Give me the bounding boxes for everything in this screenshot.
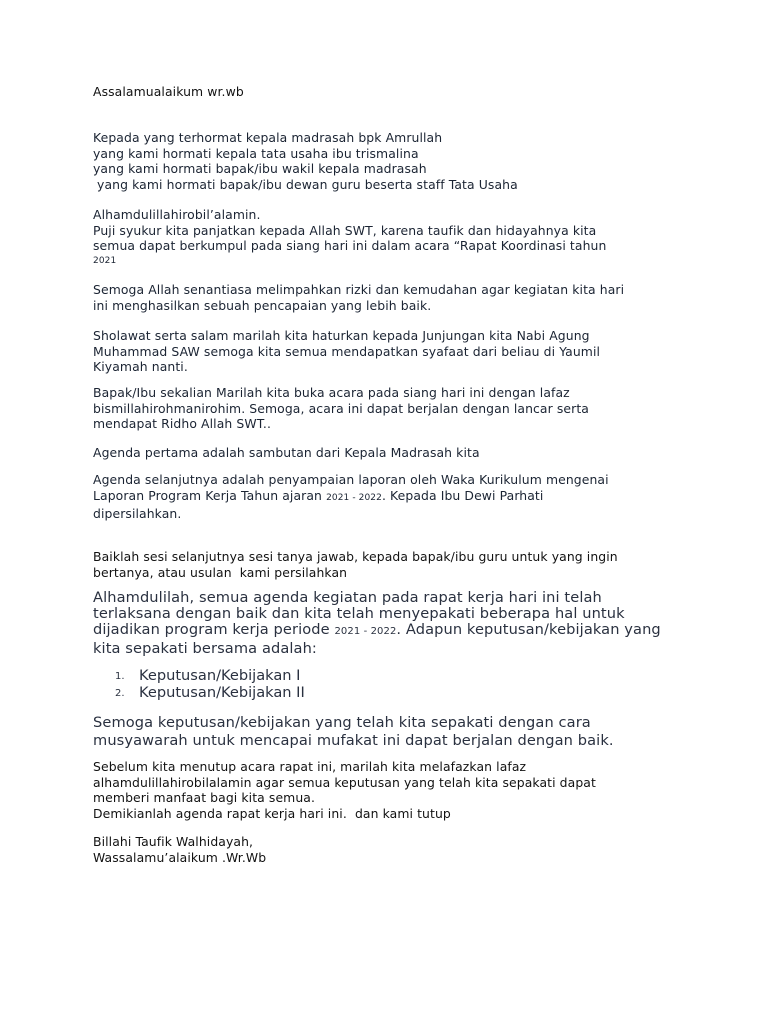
signoff-line: Billahi Taufik Walhidayah, — [93, 834, 254, 849]
agenda-next-line: Agenda selanjutnya adalah penyampaian laporan oleh Waka Kurikulum mengenai — [93, 472, 609, 487]
conclusion-line: Alhamdulilah, semua agenda kegiatan pada rapat kerja hari ini telah — [93, 589, 602, 606]
honorific-line: yang kami hormati bapak/ibu wakil kepala madrasah — [93, 161, 427, 176]
honorifics-block — [93, 130, 713, 192]
greeting: Assalamualaikum wr.wb — [93, 84, 244, 99]
honorific-line: yang kami hormati bapak/ibu dewan guru beserta staff Tata Usaha — [93, 176, 518, 192]
conclusion-line: kita sepakati bersama adalah: — [93, 639, 317, 657]
decision-label: Keputusan/Kebijakan II — [139, 684, 305, 701]
prayer-line: Semoga Allah senantiasa melimpahkan rizki dan kemudahan agar kegiatan kita hari — [93, 282, 625, 297]
hope-line: musyawarah untuk mencapai mufakat ini dapat berjalan dengan baik. — [93, 731, 614, 749]
sholawat-paragraph — [93, 328, 713, 375]
conclusion-line: terlaksana dengan baik dan kita telah menyepakati beberapa hal untuk — [93, 605, 625, 623]
agenda-next-line: dipersilahkan. — [93, 506, 182, 521]
decision-label: Keputusan/Kebijakan I — [139, 667, 301, 684]
period-years: 2021 - 2022 — [334, 626, 397, 638]
hope-paragraph — [93, 714, 713, 749]
list-item — [93, 667, 305, 684]
signoff-paragraph — [93, 834, 713, 865]
signoff-line: Wassalamu’alaikum .Wr.Wb — [93, 849, 267, 865]
closing-line: Demikianlah agenda rapat kerja hari ini. dan kami tutup — [93, 805, 451, 821]
open-event-line: bismillahirohmanirohim. Semoga, acara ini dapat berjalan dengan lancar serta — [93, 400, 589, 416]
opening-line: Puji syukur kita panjatkan kepada Allah SWT, karena taufik dan hidayahnya kita — [93, 222, 597, 238]
list-item — [93, 684, 305, 701]
sholawat-line: Muhammad SAW semoga kita semua mendapatkan syafaat dari beliau di Yaumil — [93, 343, 601, 359]
qa-line: Baiklah sesi selanjutnya sesi tanya jawab, kepada bapak/ibu guru untuk yang ingin — [93, 549, 618, 564]
open-event-line: Bapak/Ibu sekalian Marilah kita buka acara pada siang hari ini dengan lafaz — [93, 385, 570, 400]
agenda-next-paragraph — [93, 472, 713, 522]
school-year: 2021 - 2022 — [326, 492, 382, 503]
closing-line: Sebelum kita menutup acara rapat ini, marilah kita melafazkan lafaz — [93, 759, 527, 774]
opening-line: semua dapat berkumpul pada siang hari ini dalam acara “Rapat Koordinasi tahun — [93, 238, 607, 253]
closing-line: alhamdulillahirobilalamin agar semua keputusan yang telah kita sepakati dapat — [93, 774, 596, 790]
sholawat-line: Kiyamah nanti. — [93, 359, 188, 374]
hope-line: Semoga keputusan/kebijakan yang telah kita sepakati dengan cara — [93, 714, 591, 731]
honorific-line: Kepada yang terhormat kepala madrasah bpk Amrullah — [93, 130, 443, 145]
decisions-list — [93, 667, 305, 701]
closing-line: memberi manfaat bagi kita semua. — [93, 790, 316, 805]
conclusion-line: dijadikan program kerja periode 2021 - 2022. Adapun keputusan/kebijakan yang — [93, 621, 661, 639]
sholawat-line: Sholawat serta salam marilah kita haturkan kepada Junjungan kita Nabi Agung — [93, 328, 590, 343]
list-number: 1. — [115, 671, 125, 682]
open-event-paragraph — [93, 385, 713, 432]
prayer-line: ini menghasilkan sebuah pencapaian yang lebih baik. — [93, 297, 432, 313]
opening-year: 2021 — [93, 255, 117, 266]
honorific-line: yang kami hormati kepala tata usaha ibu trismalina — [93, 145, 419, 161]
prayer-paragraph — [93, 282, 713, 313]
agenda-next-line: Laporan Program Kerja Tahun ajaran 2021 - 2022. Kepada Ibu Dewi Parhati — [93, 487, 544, 503]
agenda-first: Agenda pertama adalah sambutan dari Kepala Madrasah kita — [93, 445, 480, 460]
closing-paragraph — [93, 759, 713, 821]
qa-session-paragraph — [93, 549, 713, 580]
opening-paragraph — [93, 207, 713, 269]
list-number: 2. — [115, 688, 125, 699]
opening-line: Alhamdulillahirobil’alamin. — [93, 207, 261, 222]
qa-line: bertanya, atau usulan kami persilahkan — [93, 564, 348, 580]
conclusion-paragraph — [93, 590, 713, 657]
open-event-line: mendapat Ridho Allah SWT.. — [93, 416, 271, 431]
